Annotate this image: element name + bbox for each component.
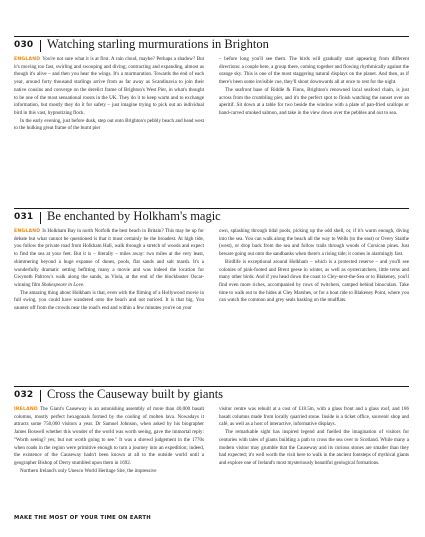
running-footer: MAKE THE MOST OF YOUR TIME ON EARTH bbox=[14, 515, 152, 521]
column-left bbox=[14, 406, 204, 475]
paragraph: Birdlife is exceptional around Holkham – which is a protected reserve – and you'll see colonies of pink-footed and Brent geese in winter, as well as oystercatchers, little terns and many other birds. And if you head down the coast to Cley-next-the-Sea or to Blakeney, you'll find even more riches, accompanied by rows of twitchers, camped behind binoculars. Take time to walk out to the hides at Cley Marshes, or for a boat ride to Blakeney Point, where you can watch the common and grey seals basking on the mudflats. bbox=[219, 258, 409, 304]
column-left bbox=[14, 56, 204, 133]
paragraph: Northern Ireland's only Unesco World Heritage Site, the impressive bbox=[20, 467, 157, 474]
header-divider bbox=[40, 390, 41, 402]
place-label: ENGLAND bbox=[14, 57, 41, 62]
header-divider bbox=[40, 212, 41, 224]
paragraph: The amazing thing about Holkham is that, even with the filming of a Hollywood movie in full swing, you could have wandered onto the beach and not noticed. It is that big. You saunter off from the crowds near the road's end and within a few minutes you're on your bbox=[14, 289, 204, 312]
entry-header bbox=[14, 386, 409, 405]
paragraph: ENGLAND Is Holkham Bay in north Norfolk the best beach in Britain? This may be up for debate but what cannot be questioned is that it must certainly be the broadest. At high tide, you follow the private road from Holkham Hall, walk through a stretch of woods and expect to find the sea at your feet. But it is – literally – miles away: two miles at the very least, shimmering beyond a huge expanse of dunes, pools, flat sands and salt marsh. It's a wonderfully dramatic setting befitting many a movie and was indeed the location for Gwyneth Paltrow's walk along the sands, as Viola, at the end of the blockbuster Oscar-winning film Shakespeare in Love. bbox=[14, 228, 204, 288]
paragraph: IRELAND The Giant's Causeway is an astonishing assembly of more than 40,000 basalt columns, mostly perfect hexagonals formed by the cooling of molten lava. Nowadays it attracts some 750,000 visitors a year. Dr Samuel Johnson, when asked by his biographer James Boswell whether this wonder of the world was worth seeing, gave the immortal reply: "Worth seeing? yes; but not worth going to see." It was a shrewd judgement in the 1770s when roads in the region were primitive enough to turn a journey into an expedition; indeed, the existence of the Causeway hadn't been known at all to the outside world until a geographer Bishop of Derry stumbled upon them in 1692. bbox=[14, 406, 204, 466]
film-title: Shakespeare in Love bbox=[41, 281, 84, 288]
entry-title: Be enchanted by Holkham's magic bbox=[47, 209, 221, 223]
entry-number: 032 bbox=[14, 390, 34, 400]
paragraph: – before long you'll see them. The birds will gradually start appearing from different directions: a couple here, a group there, coming together and flowing rhythmically against the orange sky. This is one of the most staggering natural displays on the planet. And then, as if there's been some invisible cue, they'll shoot downwards all at once to rest for the night. bbox=[219, 56, 409, 86]
paragraph: visitor centre was rebuilt at a cost of £18.5m, with a glass front and a glass roof, and 186 basalt columns made from locally quarried stone. Inside is a ticket office, souvenir shop and café, as well as a host of interactive, informative displays. bbox=[219, 406, 409, 428]
place-label: IRELAND bbox=[14, 407, 38, 412]
entry-number: 031 bbox=[14, 212, 34, 222]
entry-header bbox=[14, 208, 409, 227]
entry-body bbox=[14, 406, 409, 475]
column-left bbox=[14, 228, 204, 313]
entry-header bbox=[14, 36, 409, 55]
paragraph: ENGLAND You're not sure what it is at first. A rain cloud, maybe? Perhaps a shadow? But it's moving too fast, swirling and swooping and diving; contracting and expanding, almost as though it's alive – and then you hear the wings. It's a murmuration. Towards the end of each year, around forty thousand starlings arrive from as far away as Scandinavia to join their native cousins and converge on the derelict frame of Brighton's West Pier, in what's thought to be one of the most sensational roosts in the UK. They do it to keep warm and to exchange information, but mostly they do it for safety – just imagine trying to pick out an individual bird in this vast, hypnotizing flock. bbox=[14, 56, 204, 116]
paragraph: In the early evening, just before dusk, step out onto Brighton's pebbly beach and head west to the hulking great frame of the burnt pier bbox=[14, 117, 204, 132]
entry-number: 030 bbox=[14, 40, 34, 50]
entry-032 bbox=[14, 386, 409, 474]
header-divider bbox=[40, 40, 41, 52]
entry-title: Cross the Causeway built by giants bbox=[47, 387, 224, 401]
column-right bbox=[219, 406, 409, 475]
column-right bbox=[219, 56, 409, 133]
entry-body bbox=[14, 228, 409, 313]
column-right bbox=[219, 228, 409, 313]
paragraph: own, splashing through tidal pools, picking up the odd shell, or, if it's warm enough, diving into the sea. You can walk along the beach all the way to Wells (to the east) or Overy Staithe (west), or drop back from the sea and follow trails through woods of Corsican pines. Just beware going out onto the sandbanks when there's a rising tide; it comes in alarmingly fast. bbox=[219, 228, 409, 258]
place-label: ENGLAND bbox=[14, 229, 41, 234]
entry-030 bbox=[14, 36, 409, 132]
paragraph: The remarkable sight has inspired legend and fuelled the imagination of visitors for centuries with tales of giants building a path to cross the sea over to Scotland. While many a modern visitor may grumble that the Causeway and its curious stones are smaller than they had expected; it's well worth the visit here to walk in the ancient footsteps of mythical giants and explore one of Ireland's most mysteriously beautiful geological formations. bbox=[219, 429, 409, 466]
entry-title: Watching starling murmurations in Brighton bbox=[47, 37, 269, 51]
entry-body bbox=[14, 56, 409, 133]
paragraph: The seafront base of Riddle & Finns, Brighton's renowned local seafood chain, is just across from the crumbling pier, and it's the perfect spot to finish watching the sunset over an aperitif. Sit down at a table for two beside the window with a plate of pan-fried scallops or hand-carved smoked salmon, and take in the view down over the pebbles and out to sea. bbox=[219, 86, 409, 116]
entry-031 bbox=[14, 208, 409, 312]
